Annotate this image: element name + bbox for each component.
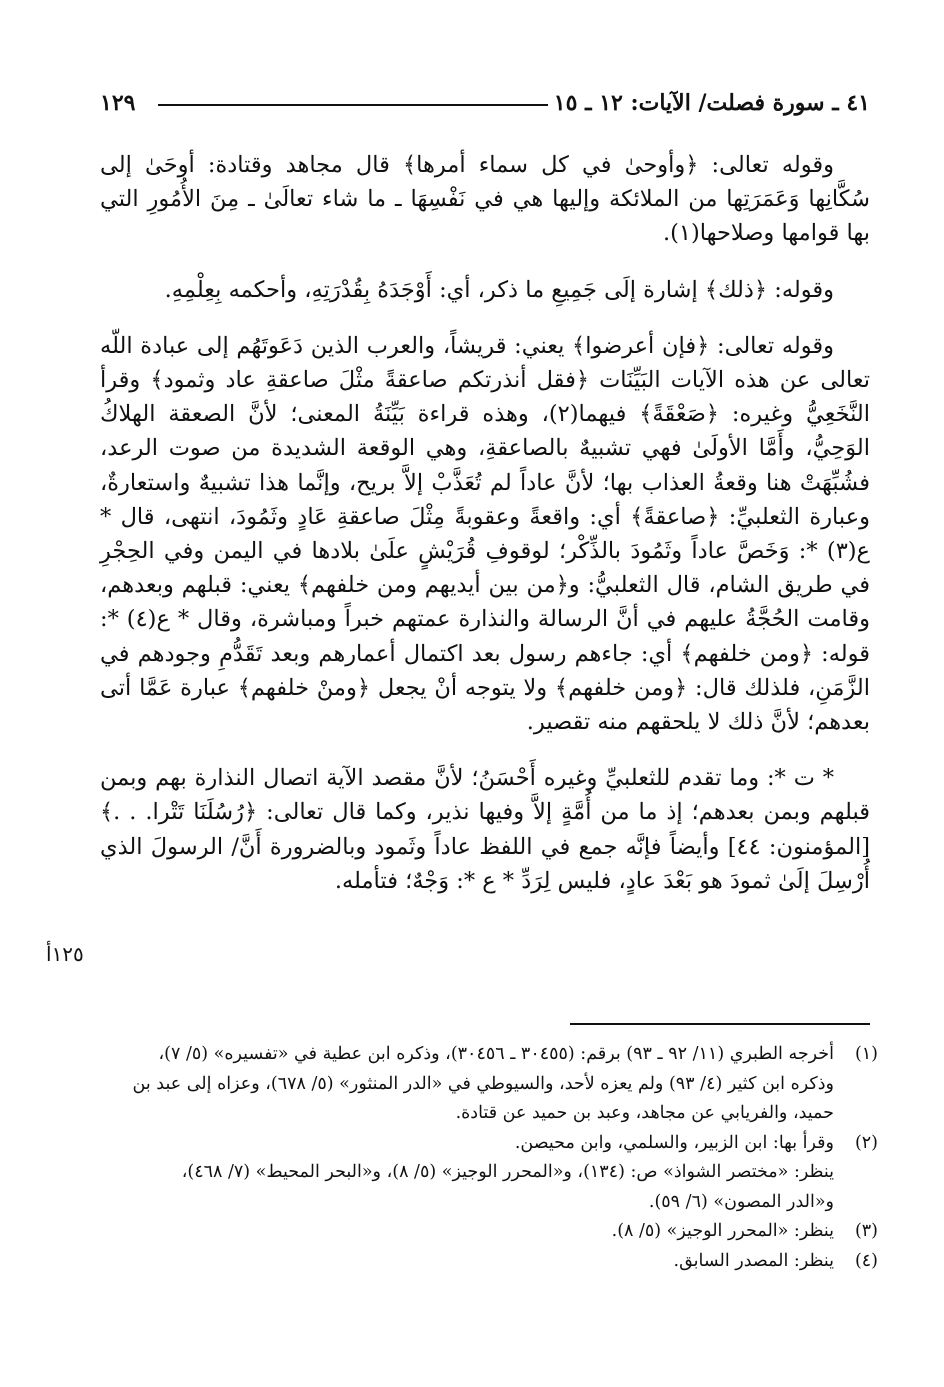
footnote-4 bbox=[100, 1247, 878, 1277]
paragraph-4: * ت *: وما تقدم للثعلبيِّ وغيره أَحْسَنُ؛ لأنَّ مقصد الآية اتصال النذارة بهم وبمن قبلهم وبمن بعدهم؛ إذ ما من أُمَّةٍ إلاَّ وفيها نذير، وكما قال تعالى: ﴿رُسُلَنَا تَتْرا. . .﴾ [المؤمنون: ٤٤] وأيضاً فإنَّه جمع في اللفظ عاداً وثَمود وبالضرورة أَنَّ/ الرسولَ الذي أُرْسِلَ إلَىٰ ثمودَ هو بَعْدَ عادٍ، فليس لِرَدِّ * ع *: وَجْهٌ؛ فتأمله. bbox=[100, 765, 871, 894]
footnote-3 bbox=[100, 1217, 878, 1247]
footnote-line: وذكره ابن كثير (٤/ ٩٣) ولم يعزه لأحد، والسيوطي في «الدر المنثور» (٥/ ٦٧٨)، وعزاه إلى عبد بن bbox=[132, 1073, 834, 1094]
footnote-line: حميد، والفريابي عن مجاهد، وعبد بن حميد عن قتادة. bbox=[455, 1103, 834, 1123]
main-text bbox=[100, 148, 870, 920]
footnote-body bbox=[100, 1247, 834, 1277]
header-title: ٤١ ـ سورة فصلت/ الآيات: ١٢ ـ ١٥ bbox=[553, 90, 870, 116]
footnote-number: (٢) bbox=[854, 1132, 878, 1153]
footnote-2 bbox=[100, 1129, 878, 1218]
footnote-line: ينظر: المصدر السابق. bbox=[673, 1250, 834, 1271]
running-header bbox=[100, 86, 870, 122]
footnote-number: (١) bbox=[854, 1044, 878, 1064]
footnote-line: أخرجه الطبري (١١/ ٩٢ ـ ٩٣) برقم: (٣٠٤٥٥ ـ ٣٠٤٥٦)، وذكره ابن عطية في «تفسيره» (٥/ ٧)، bbox=[158, 1044, 834, 1064]
manuscript-folio-note: ١٢٥أ bbox=[46, 942, 84, 966]
footnote-body bbox=[100, 1217, 834, 1247]
footnote-number: (٣) bbox=[854, 1221, 878, 1241]
page-number: ١٢٩ bbox=[100, 90, 136, 116]
footnote-1 bbox=[100, 1040, 878, 1129]
footnote-line: وقرأ بها: ابن الزبير، والسلمي، وابن محيصن. bbox=[514, 1132, 834, 1153]
footnote-line: و«الدر المصون» (٦/ ٥٩). bbox=[648, 1191, 834, 1212]
footnote-number: (٤) bbox=[854, 1250, 878, 1271]
paragraph-2: وقوله: ﴿ذلك﴾ إشارة إلَى جَمِيعِ ما ذكر، أي: أَوْجَدَهُ بِقُدْرَتِهِ، وأحكمه بِعِلْمِهِ. bbox=[164, 276, 834, 303]
footnote-line: ينظر: «المحرر الوجيز» (٥/ ٨). bbox=[611, 1221, 834, 1241]
footnote-line: ينظر: «مختصر الشواذ» ص: (١٣٤)، و«المحرر الوجيز» (٥/ ٨)، و«البحر المحيط» (٧/ ٤٦٨)، bbox=[181, 1162, 834, 1182]
header-rule bbox=[158, 104, 548, 106]
footnotes bbox=[100, 1040, 878, 1276]
footnote-divider bbox=[570, 1023, 870, 1025]
footnote-body bbox=[100, 1040, 834, 1129]
paragraph-1: وقوله تعالى: ﴿وأوحىٰ في كل سماء أمرها﴾ قال مجاهد وقتادة: أوحَىٰ إلى سُكَّانِها وَعَمَرَتِها من الملائكة وإليها هي في نَفْسِهَا ـ ما شاء تعالَىٰ ـ مِنَ الأُمُورِ التي بها قوامها وصلاحها(١). bbox=[100, 152, 870, 247]
paragraph-3: وقوله تعالى: ﴿فإن أعرضوا﴾ يعني: قريشاً، والعرب الذين دَعَوتَهُم إلى عبادة اللّه تعالى عن هذه الآيات البَيِّنَات ﴿فقل أنذرتكم صاعقةً مثْلَ صاعقةِ عاد وثمود﴾ وقرأ النَّخَعِيُّ وغيره: ﴿صَعْقَةً﴾ فيهما(٢)، وهذه قراءة بَيِّنَةُ المعنى؛ لأنَّ الصعقة الهلاكُ الوَحِيُّ، وأَمَّا الأولَىٰ فهي تشبيهٌ بالصاعقةِ، وهي الوقعة الشديدة من صوت الرعد، فشُبِّهَتْ هنا وقعةُ العذاب بها؛ لأنَّ عاداً لم تُعَذَّبْ إلاَّ بريح، وإنَّما هذا تشبيهٌ واستعارةٌ، وعبارة الثعلبيِّ: ﴿صاعقةً﴾ أي: واقعةً وعقوبةً مِثْلَ صاعقةِ عَادٍ وثَمُودَ، انتهى، قال * ع(٣) *: وَخَصَّ عاداً وثَمُودَ بالذِّكْر؛ لوقوفِ قُرَيْشٍ علَىٰ بلادها في اليمن وفي الحِجْرِ في طريق الشام، قال الثعلبيُّ: و﴿من بين أيديهم ومن خلفهم﴾ يعني: قبلهم وبعدهم، وقامت الحُجَّةُ عليهم في أنَّ الرسالة والنذارة عمتهم خبراً ومباشرة، وقال * ع(٤) *: قوله: ﴿ومن خلفهم﴾ أي: جاءهم رسول بعد اكتمال أعمارهم وبعد تَقَدُّمِ وجودهم في الزَّمَنِ، فلذلك قال: ﴿ومن خلفهم﴾ ولا يتوجه أنْ يجعل ﴿ومنْ خلفهم﴾ عبارة عَمَّا أتى بعدهم؛ لأنَّ ذلك لا يلحقهم منه تقصير. bbox=[100, 332, 870, 736]
footnote-body bbox=[100, 1129, 834, 1218]
